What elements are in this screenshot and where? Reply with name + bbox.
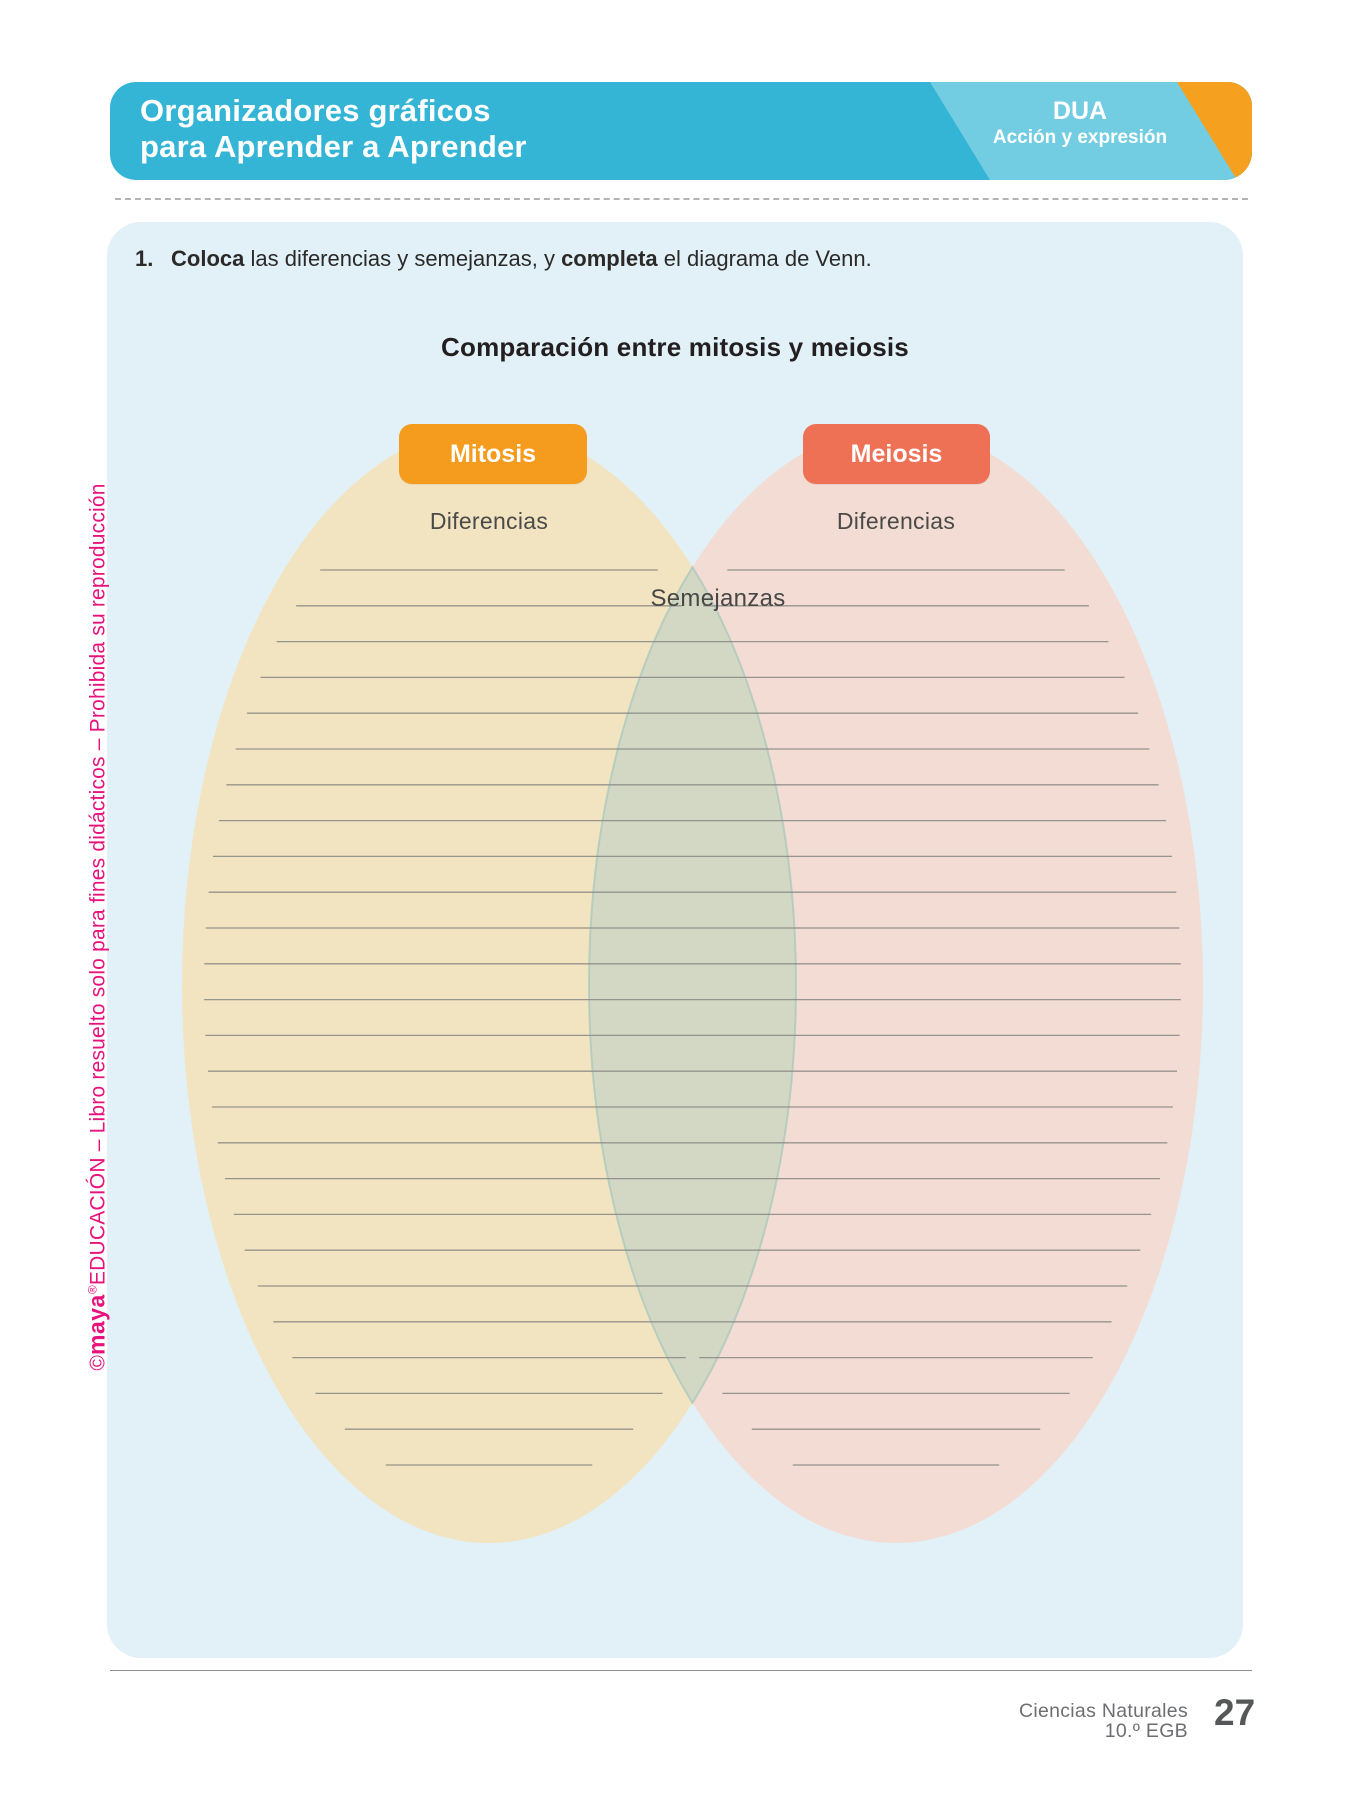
instruction-number: 1. bbox=[135, 246, 154, 271]
semejanzas-label: Semejanzas bbox=[650, 585, 786, 612]
copyright-watermark bbox=[84, 483, 111, 1370]
publisher-logo: maya bbox=[83, 1294, 110, 1355]
page-header-title bbox=[140, 93, 527, 165]
right-diferencias-label: Diferencias bbox=[836, 508, 956, 534]
footer-rule-line bbox=[110, 1670, 1252, 1671]
instruction-verb2: completa bbox=[561, 246, 658, 271]
instruction-middle: las diferencias y semejanzas, y bbox=[244, 246, 562, 271]
dua-badge-title: DUA bbox=[1052, 97, 1108, 125]
meiosis-tag: Meiosis bbox=[803, 424, 990, 484]
header-title-line2: para Aprender a Aprender bbox=[140, 129, 527, 164]
dua-badge-subtitle: Acción y expresión bbox=[992, 127, 1168, 148]
activity-panel bbox=[107, 222, 1243, 1658]
registered-symbol: ® bbox=[85, 1285, 100, 1295]
footer-subject: Ciencias Naturales bbox=[1018, 1700, 1188, 1722]
copyright-symbol: © bbox=[86, 1354, 110, 1371]
page-number: 27 bbox=[1214, 1692, 1256, 1733]
footer-subject-block bbox=[888, 1701, 1188, 1741]
footer-grade: 10.º EGB bbox=[1104, 1720, 1188, 1742]
instruction-verb1: Coloca bbox=[171, 246, 245, 271]
instruction-tail: el diagrama de Venn. bbox=[657, 246, 872, 271]
left-diferencias-label: Diferencias bbox=[429, 508, 549, 534]
watermark-text: – Libro resuelto solo para fines didácticos – Prohibida su reproducción bbox=[86, 483, 110, 1158]
mitosis-tag: Mitosis bbox=[399, 424, 587, 484]
venn-diagram bbox=[107, 222, 1243, 1658]
header-title-line1: Organizadores gráficos bbox=[140, 93, 491, 128]
dua-badge bbox=[950, 96, 1210, 150]
publisher-name: EDUCACIÓN bbox=[86, 1157, 110, 1286]
dashed-separator-line bbox=[115, 198, 1248, 200]
page-header-band bbox=[110, 82, 1252, 180]
venn-diagram-title: Comparación entre mitosis y meiosis bbox=[441, 332, 909, 362]
